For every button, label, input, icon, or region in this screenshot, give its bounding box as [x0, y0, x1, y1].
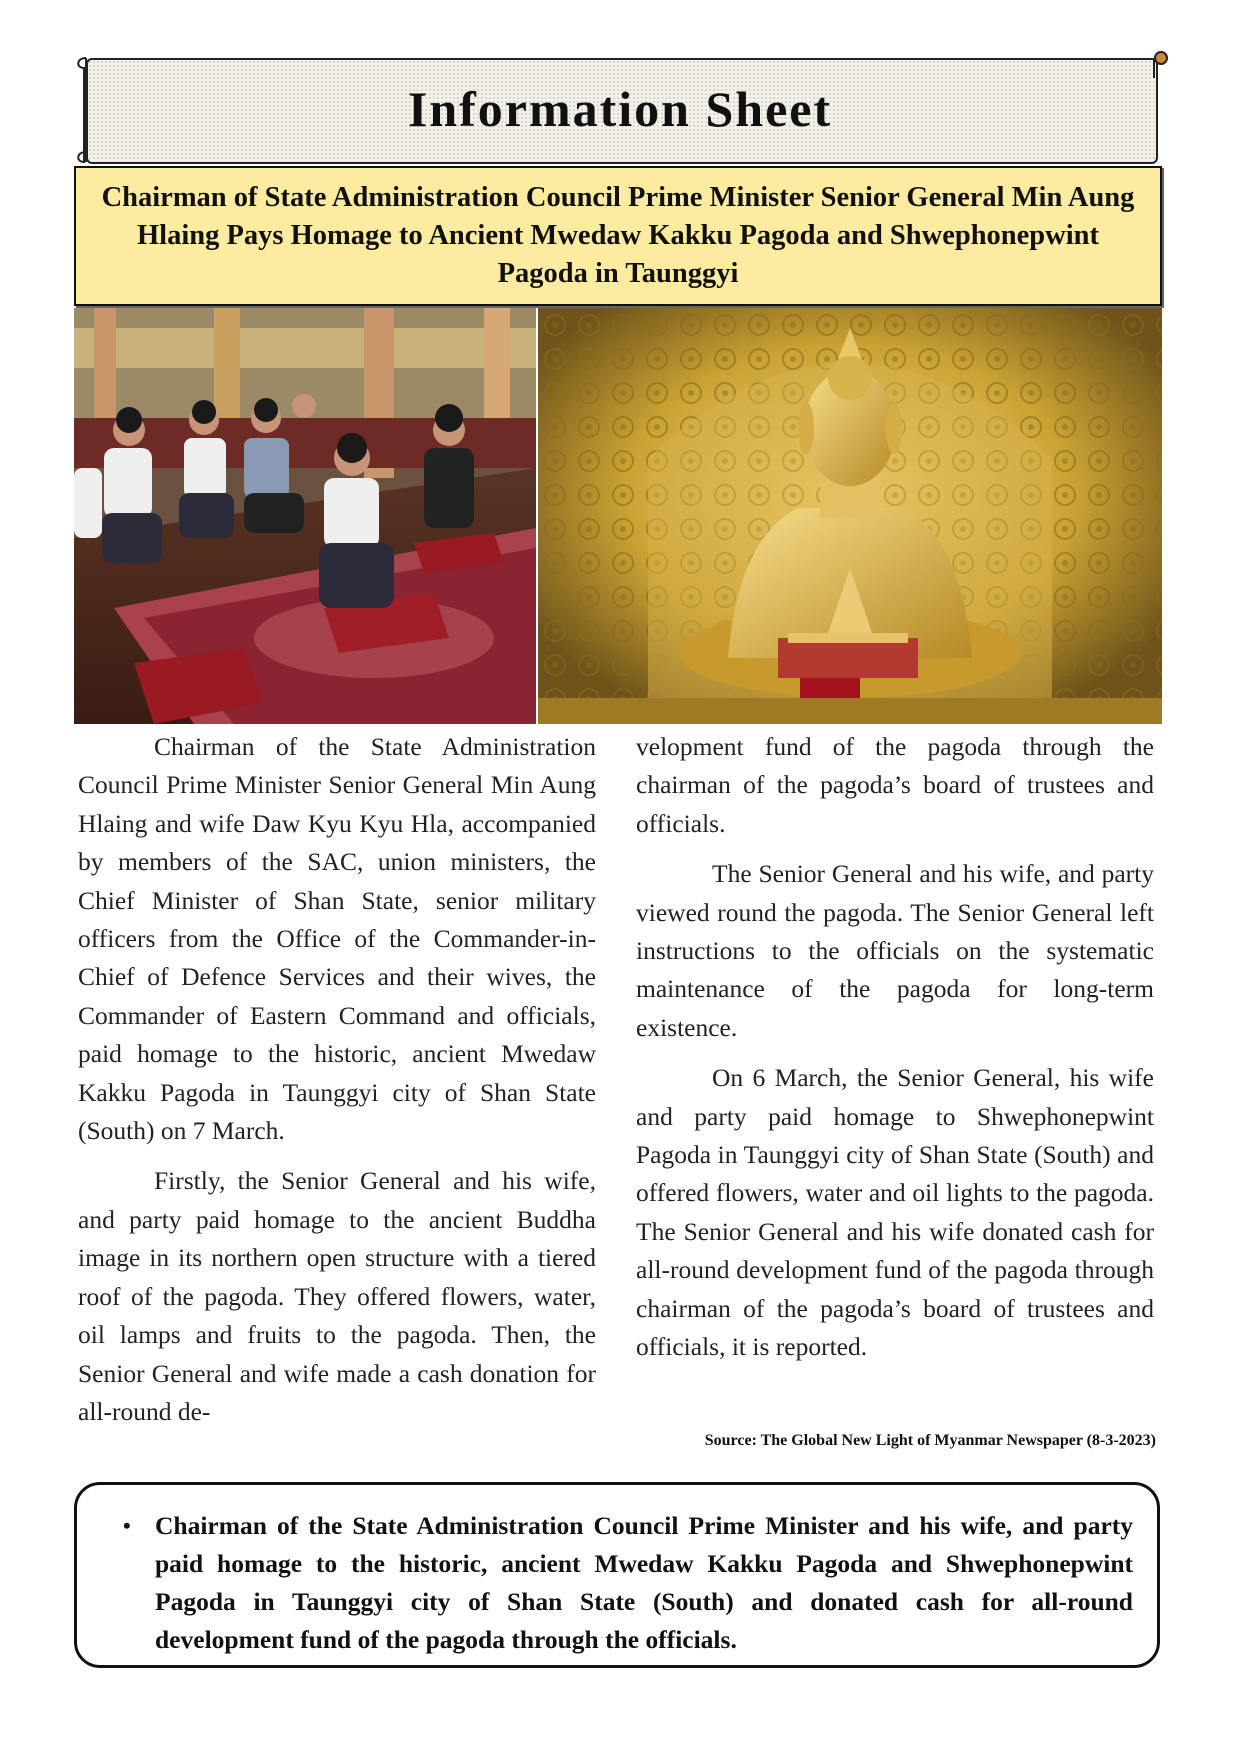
title-banner [72, 50, 1172, 168]
page-title: Information Sheet [407, 81, 833, 137]
article-column-left [78, 728, 596, 1443]
article-paragraph: Chairman of the State Administration Council Prime Minister Senior General Min Aung Hlaing and wife Daw Kyu Kyu Hla, accompanied by members of the SAC, union ministers, the Chief Minister of Shan State, senior military officers from the Office of the Commander-in-Chief of Defence Services and their wives, the Commander of Eastern Command and officials, paid homage to the historic, ancient Mwedaw Kakku Pagoda in Taunggyi city of Shan State (South) on 7 March. [78, 732, 596, 1146]
bullet-icon: • [123, 1513, 131, 1538]
article-paragraph: The Senior General and his wife, and party viewed round the pagoda. The Senior General left instructions to the officials on the systematic maintenance of the pagoda for long-term existence. [636, 859, 1154, 1042]
article-paragraph: Firstly, the Senior General and his wife, and party paid homage to the ancient Buddha image in its northern open structure with a tiered roof of the pagoda. They offered flowers, water, oil lamps and fruits to the pagoda. Then, the Senior General and wife made a cash donation for all-round de- [78, 1166, 596, 1426]
article-paragraph-continuation: velopment fund of the pagoda through the chairman of the pagoda’s board of trustees and officials. [636, 732, 1154, 838]
summary-list [123, 1507, 1133, 1659]
summary-box [74, 1482, 1160, 1668]
article-paragraph: On 6 March, the Senior General, his wife and party paid homage to Shwephonepwint Pagoda in Taunggyi city of Shan State (South) and offered flowers, water and oil lights to the pagoda. The Senior General and his wife donated cash for all-round development fund of the pagoda through chairman of the pagoda’s board of trustees and officials, it is reported. [636, 1063, 1154, 1362]
summary-item [123, 1507, 1133, 1659]
source-note: Source: The Global New Light of Myanmar Newspaper (8-3-2023) [704, 1432, 1156, 1449]
buddha-image-photo [538, 308, 1162, 724]
headline: Chairman of State Administration Council Prime Minister Senior General Min Aung Hlaing Pays Homage to Ancient Mwedaw Kakku Pagoda and Shwephonepwint Pagoda in Taunggyi [101, 182, 1135, 289]
homage-photo [74, 308, 536, 724]
article-column-right [636, 728, 1154, 1379]
headline-box [74, 166, 1162, 306]
summary-text: Chairman of the State Administration Council Prime Minister and his wife, and party paid homage to the historic, ancient Mwedaw Kakku Pagoda and Shwephonepwint Pagoda in Taunggyi city of Shan State (South) and donated cash for all-round development fund of the pagoda through the officials. [155, 1511, 1133, 1654]
